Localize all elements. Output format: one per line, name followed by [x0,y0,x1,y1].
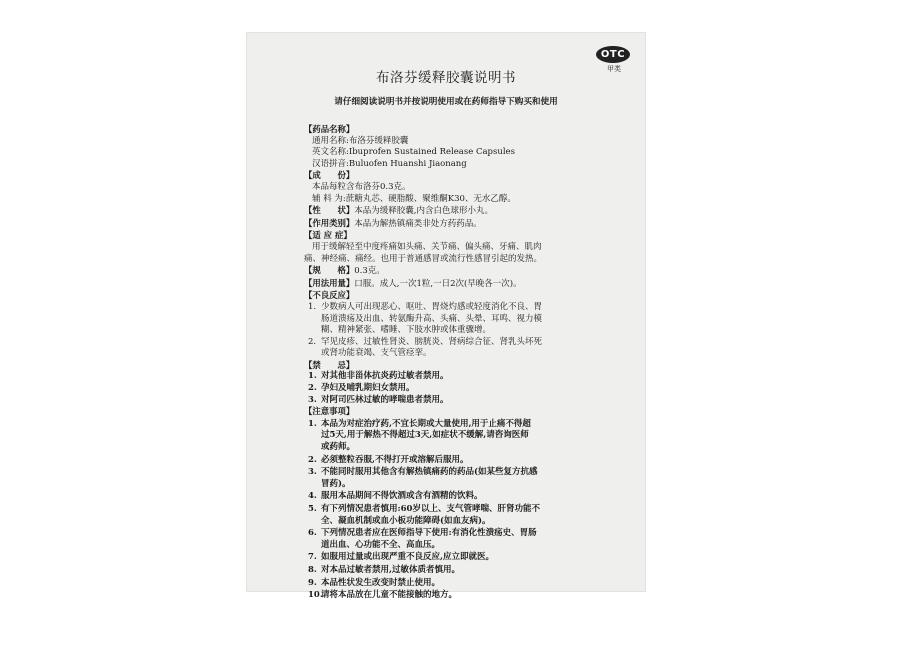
spec-value: 0.3克。 [354,266,385,277]
leaflet-body [304,124,639,602]
contraindication-item [304,371,639,383]
section-heading-spec: 【规 格】 [304,265,355,276]
section-heading-composition: 【成 份】 [304,170,355,181]
item-text [321,491,639,503]
precaution-item [304,528,639,551]
section-heading-precautions: 【注意事项】 [304,406,355,417]
field-pinyin-name [304,159,639,171]
field-value: Buluofen Huanshi Jiaonang [348,158,467,169]
indications-line: 用于缓解轻至中度疼痛如头痛、关节痛、偏头痛、牙痛、肌肉 [312,241,542,252]
properties-row [304,205,639,218]
adverse-item [304,302,639,337]
item-number: 3. [308,394,317,405]
item-number: 1. [308,301,317,312]
item-line: 糊、精神紧张、嗜睡、下肢水肿或体重骤增。 [321,325,492,336]
item-number: 9. [308,577,317,588]
item-number: 10. [308,590,323,601]
contraindication-item [304,383,639,395]
item-text [321,552,639,564]
item-line: 有下列情况患者慎用:60岁以上、支气管哮喘、肝肾功能不 [321,504,540,514]
field-label: 通用名称: [312,135,349,146]
field-value: Ibuprofen Sustained Release Capsules [348,147,515,158]
section-heading-indications: 【适 应 症】 [304,230,352,241]
precaution-item [304,455,639,467]
item-line: 少数病人可出现恶心、呕吐、胃烧灼感或轻度消化不良、胃 [321,301,543,312]
item-number: 1. [308,371,317,382]
item-line: 道出血、心功能不全、高血压。 [321,539,441,550]
item-line: 或肾功能衰竭、支气管痉挛。 [321,348,432,359]
otc-badge-label: OTC [596,46,630,63]
section-heading-properties: 【性 状】 [304,205,355,216]
category-value: 本品为解热镇痛类非处方药药品。 [354,218,482,229]
page-title: 布洛芬缓释胶囊说明书 [376,70,516,86]
section-heading-adverse: 【不良反应】 [304,290,355,301]
otc-badge-sublabel: 甲类 [607,65,621,73]
precaution-item [304,552,639,564]
item-text [321,419,639,454]
item-text [321,528,639,551]
item-line: 服用本品期间不得饮酒或含有酒精的饮料。 [321,491,483,502]
field-generic-name [304,136,639,148]
precaution-item [304,578,639,590]
contraindication-item [304,395,639,407]
item-text [321,578,639,590]
page-subtitle: 请仔细阅读说明书并按说明使用或在药师指导下购买和使用 [334,97,558,107]
item-line: 冒药)。 [321,478,351,489]
properties-value: 本品为缓释胶囊,内含白色球形小丸。 [354,206,493,217]
item-text [321,565,639,577]
precaution-item [304,467,639,490]
composition-line: 本品每粒含布洛芬0.3克。 [312,181,411,192]
precaution-item [304,504,639,527]
item-text [321,455,639,467]
item-line: 本品性状发生改变时禁止使用。 [321,577,441,588]
item-text [321,467,639,490]
item-text [321,590,639,602]
dosage-value: 口服。成人,一次1粒,一日2次(早晚各一次)。 [354,278,522,289]
item-number: 2. [308,336,317,347]
section-heading-dosage: 【用法用量】 [304,277,355,288]
item-line: 必须整粒吞服,不得打开或溶解后服用。 [321,454,469,465]
item-line: 或药师。 [321,442,356,453]
indications-line: 痛、神经痛、痛经。也用于普通感冒或流行性感冒引起的发热。 [304,253,543,264]
item-text: 对阿司匹林过敏的哮喘患者禁用。 [321,394,449,405]
item-text [321,302,639,337]
item-line: 下列情况患者应在医师指导下使用:有消化性溃疡史、胃肠 [321,528,537,539]
item-line: 罕见皮疹、过敏性肾炎、膀胱炎、肾病综合征、肾乳头坏死 [321,336,543,347]
item-line: 过5天,用于解热不得超过3天,如症状不缓解,请咨询医师 [321,430,529,441]
precaution-item [304,565,639,577]
item-text: 对其他非甾体抗炎药过敏者禁用。 [321,371,449,382]
item-line: 请将本品放在儿童不能接触的地方。 [321,590,458,601]
item-number: 7. [308,552,317,563]
item-number: 5. [308,504,317,514]
item-number: 4. [308,491,317,502]
spec-row [304,265,639,278]
field-value: 布洛芬缓释胶囊 [348,135,409,146]
precaution-item [304,491,639,503]
precautions-list [304,419,639,602]
item-line: 不能同时服用其他含有解热镇痛药的药品(如某些复方抗感 [321,467,538,478]
field-label: 英文名称: [312,147,349,158]
precaution-item [304,419,639,454]
precaution-item [304,590,639,602]
item-line: 肠道溃疡及出血、转氨酶升高、头痛、头晕、耳鸣、视力模 [321,313,543,324]
item-number: 6. [308,528,317,539]
item-number: 1. [308,418,317,429]
item-text: 孕妇及哺乳期妇女禁用。 [321,383,415,394]
item-number: 2. [308,383,317,394]
composition-line: 辅 料 为:蔗糖丸芯、硬脂酸、聚维酮K30、无水乙醇。 [312,193,516,204]
item-number: 3. [308,467,317,478]
section-heading-contraindications: 【禁 忌】 [304,359,355,370]
item-line: 如服用过量或出现严重不良反应,应立即就医。 [321,552,494,563]
category-row [304,218,639,231]
field-label: 汉语拼音: [312,158,349,169]
item-line: 本品为对症治疗药,不宜长期或大量使用,用于止痛不得超 [321,418,531,429]
item-text [321,504,639,527]
item-line: 对本品过敏者禁用,过敏体质者慎用。 [321,564,460,575]
item-number: 2. [308,454,317,465]
item-line: 全、凝血机制或血小板功能障碍(如血友病)。 [321,515,491,526]
dosage-row [304,278,639,291]
field-english-name [304,147,639,159]
leaflet-sheet [246,32,646,601]
item-number: 8. [308,564,317,575]
section-heading-category: 【作用类别】 [304,217,355,228]
item-text [321,337,639,360]
section-heading-drug-name: 【药品名称】 [304,124,355,134]
adverse-item [304,337,639,360]
